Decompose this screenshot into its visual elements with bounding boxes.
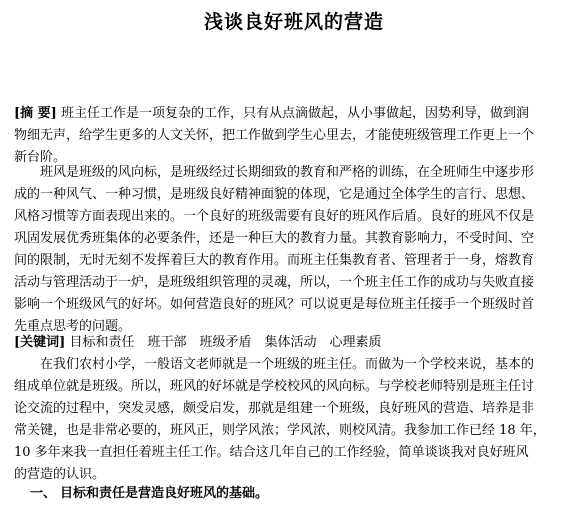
paragraph-line: 成的一种风气、一种习惯，是班级良好精神面貌的体现，它是通过全体学生的言行、思想、 — [14, 187, 535, 202]
section-heading — [30, 483, 268, 505]
paragraph-line: 先重点思考的问题。 — [14, 319, 132, 334]
section-title: 目标和责任是营造良好班风的基础。 — [60, 486, 269, 501]
paragraph-line: 班风是班级的风向标，是班级经过长期细致的教育和严格的训练，在全班师生中逐步形 — [40, 165, 535, 180]
paragraph-line: 间的限制，无时无刻不发挥着巨大的教育作用。而班主任集教育者、管理者于一身，熔教育 — [14, 253, 535, 268]
paragraph-line: 的营造的认识。 — [14, 467, 106, 482]
paragraph-line: 巩固发展优秀班集体的必要条件，还是一种巨大的教育力量。其教育影响力，不受时间、空 — [14, 231, 535, 246]
keywords-label: [关键词] — [14, 335, 66, 350]
paragraph-line: 影响一个班级风气的好坏。如何营造良好的班风？可以说更是每位班主任接手一个班级时首 — [14, 297, 535, 312]
abstract-text: 班主任工作是一项复杂的工作，只有从点滴做起，从小事做起，因势利导，做到润 — [60, 106, 529, 121]
paragraph-line: 风格习惯等方面表现出来的。一个良好的班级需要有良好的班风作后盾。良好的班风不仅是 — [14, 209, 535, 224]
paragraph-line: 10 多年来我一直担任着班主任工作。结合这几年自己的工作经验，简单谈谈我对良好班风 — [14, 445, 529, 460]
abstract-line — [14, 103, 576, 125]
paragraph-line: 论交流的过程中，突发灵感，颇受启发，那就是组建一个班级，良好班风的营造、培养是非 — [14, 401, 535, 416]
section-number: 一、 — [30, 486, 57, 501]
paragraph-line: 在我们农村小学，一般语文老师就是一个班级的班主任。而做为一个学校来说，基本的 — [40, 357, 535, 372]
abstract-line: 物细无声，给学生更多的人文关怀，把工作做到学生心里去，才能使班级管理工作更上一个 — [14, 128, 535, 143]
abstract-label: [摘 要] — [14, 106, 57, 121]
keywords-text: 目标和责任 班干部 班级矛盾 集体活动 心理素质 — [69, 335, 382, 350]
paragraph-line: 活动与管理活动于一炉，是班级组织管理的灵魂，所以，一个班主任工作的成功与失败直接 — [14, 275, 535, 290]
keywords-line — [14, 332, 576, 354]
paragraph-line: 常关键，也是非常必要的，班风正，则学风浓；学风浓，则校风清。我参加工作已经 18 年， — [14, 423, 546, 438]
abstract-line: 新台阶。 — [14, 150, 67, 165]
paragraph-line: 组成单位就是班级。所以，班风的好坏就是学校校风的风向标。与学校老师特别是班主任讨 — [14, 379, 535, 394]
document-title: 浅谈良好班风的营造 — [203, 11, 384, 33]
